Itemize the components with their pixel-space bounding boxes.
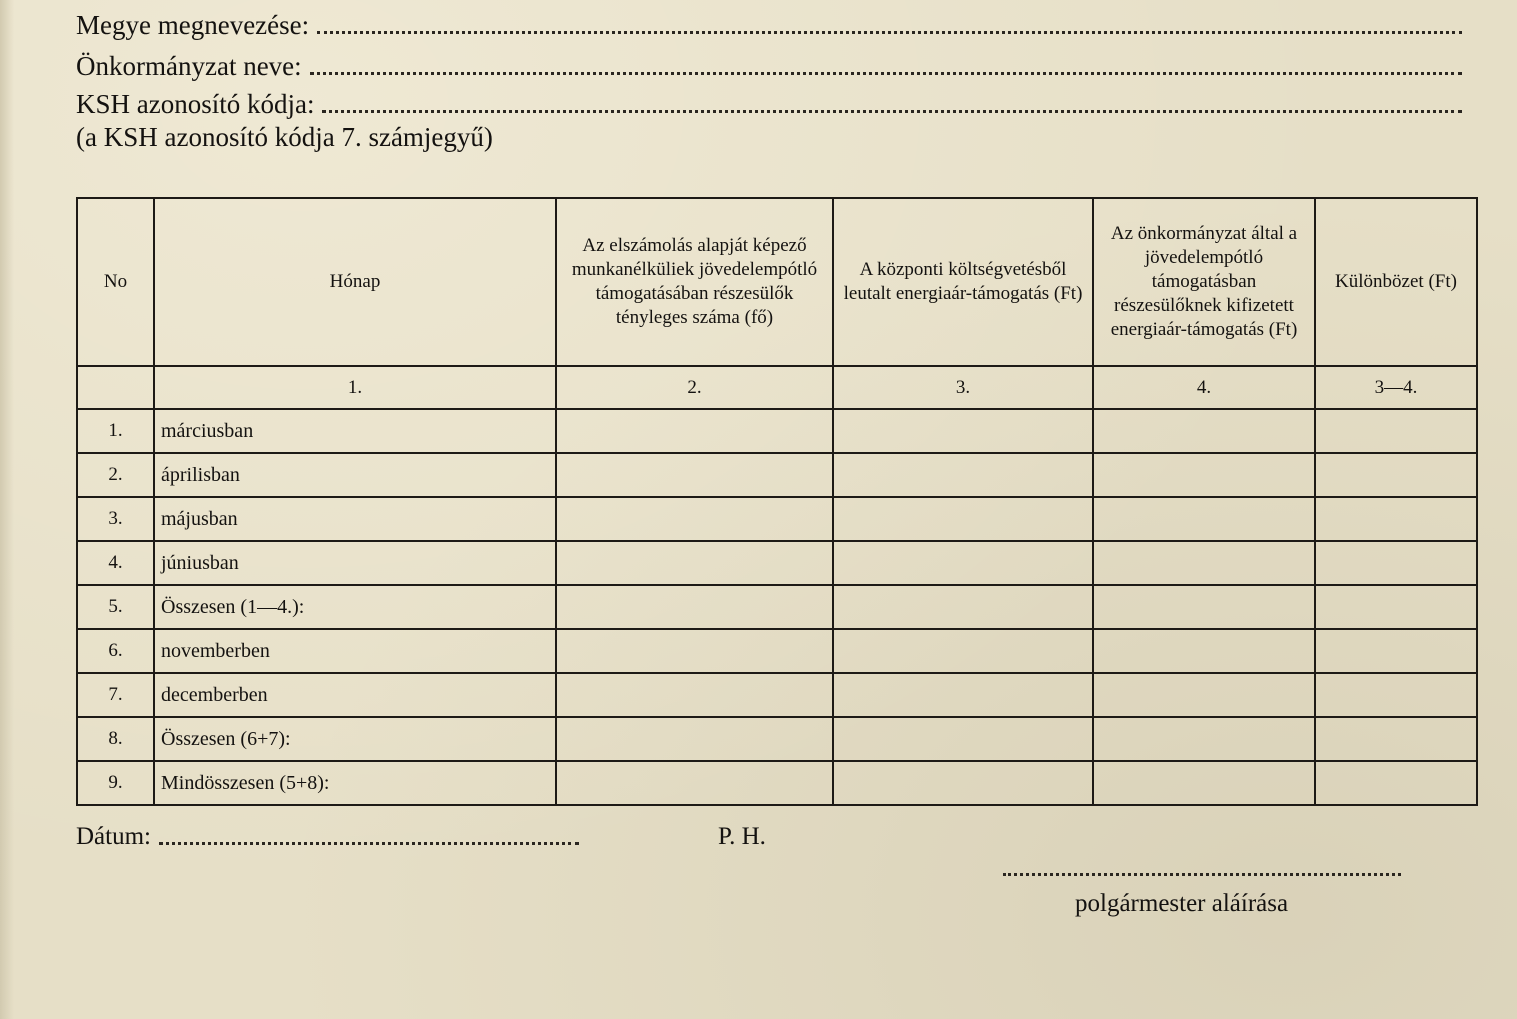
col-number-2: 2. [556,366,833,409]
cell-paid-support[interactable] [1093,761,1315,805]
date-label: Dátum: [76,823,151,850]
table-row [77,453,1477,497]
row-month: márciusban [154,409,556,453]
cell-recipients[interactable] [556,541,833,585]
cell-paid-support[interactable] [1093,673,1315,717]
cell-central-support[interactable] [833,585,1093,629]
col-number-diff: 3—4. [1315,366,1477,409]
cell-paid-support[interactable] [1093,541,1315,585]
table-row [77,629,1477,673]
cell-recipients[interactable] [556,717,833,761]
col-number-1: 1. [154,366,556,409]
cell-paid-support[interactable] [1093,409,1315,453]
cell-recipients[interactable] [556,497,833,541]
col-number-3: 3. [833,366,1093,409]
cell-recipients[interactable] [556,761,833,805]
row-no: 7. [77,673,154,717]
column-number-row [77,366,1477,409]
cell-difference[interactable] [1315,453,1477,497]
table-row [77,761,1477,805]
row-month: Mindösszesen (5+8): [154,761,556,805]
col-number-4: 4. [1093,366,1315,409]
cell-central-support[interactable] [833,629,1093,673]
col-header-recipients: Az elszámolás alapját képező munkanélküliek jövedelempótló támogatásában részesülők tényleges száma (fő) [556,198,833,366]
table-row [77,409,1477,453]
county-fill-line[interactable] [317,31,1462,34]
energy-support-table [76,197,1478,806]
ksh-fill-line[interactable] [322,110,1462,113]
cell-difference[interactable] [1315,717,1477,761]
cell-difference[interactable] [1315,497,1477,541]
cell-difference[interactable] [1315,585,1477,629]
cell-central-support[interactable] [833,409,1093,453]
row-no: 1. [77,409,154,453]
cell-difference[interactable] [1315,761,1477,805]
cell-paid-support[interactable] [1093,585,1315,629]
row-no: 6. [77,629,154,673]
row-month: Összesen (1—4.): [154,585,556,629]
row-no: 5. [77,585,154,629]
col-number-no [77,366,154,409]
municipality-label: Önkormányzat neve: [76,51,302,81]
cell-paid-support[interactable] [1093,497,1315,541]
row-no: 9. [77,761,154,805]
cell-central-support[interactable] [833,497,1093,541]
page-edge-shadow [0,0,14,1019]
date-field [76,823,579,851]
table-row [77,717,1477,761]
cell-central-support[interactable] [833,717,1093,761]
col-header-no: No [77,198,154,366]
row-month: áprilisban [154,453,556,497]
row-no: 8. [77,717,154,761]
county-field [76,9,1462,41]
row-month: novemberben [154,629,556,673]
cell-central-support[interactable] [833,541,1093,585]
date-fill-line[interactable] [159,842,579,845]
row-no: 4. [77,541,154,585]
cell-difference[interactable] [1315,629,1477,673]
col-header-central-support: A központi költségvetésből leutalt energiaár-támogatás (Ft) [833,198,1093,366]
cell-recipients[interactable] [556,585,833,629]
col-header-difference: Különbözet (Ft) [1315,198,1477,366]
ksh-field [76,88,1462,120]
stamp-label: P. H. [718,823,766,850]
table-row [77,497,1477,541]
municipality-fill-line[interactable] [310,72,1462,75]
cell-paid-support[interactable] [1093,717,1315,761]
table-row [77,541,1477,585]
cell-difference[interactable] [1315,541,1477,585]
row-month: májusban [154,497,556,541]
table-header-row [77,198,1477,366]
row-month: Összesen (6+7): [154,717,556,761]
cell-difference[interactable] [1315,673,1477,717]
signature-fill-line[interactable] [1003,873,1401,876]
cell-recipients[interactable] [556,629,833,673]
cell-paid-support[interactable] [1093,629,1315,673]
ksh-label: KSH azonosító kódja: [76,89,315,119]
cell-recipients[interactable] [556,453,833,497]
cell-central-support[interactable] [833,673,1093,717]
county-label: Megye megnevezése: [76,10,310,40]
cell-central-support[interactable] [833,761,1093,805]
table-row [77,585,1477,629]
table-row [77,673,1477,717]
col-header-paid-support: Az önkormányzat által a jövedelempótló támogatásban részesülőknek kifizetett energiaár-támogatás (Ft) [1093,198,1315,366]
row-month: júniusban [154,541,556,585]
cell-recipients[interactable] [556,673,833,717]
municipality-field [76,50,1462,82]
ksh-note: (a KSH azonosító kódja 7. számjegyű) [76,122,493,152]
row-month: decemberben [154,673,556,717]
cell-recipients[interactable] [556,409,833,453]
col-header-month: Hónap [154,198,556,366]
cell-central-support[interactable] [833,453,1093,497]
cell-paid-support[interactable] [1093,453,1315,497]
row-no: 3. [77,497,154,541]
signature-label: polgármester aláírása [1075,890,1289,917]
row-no: 2. [77,453,154,497]
cell-difference[interactable] [1315,409,1477,453]
